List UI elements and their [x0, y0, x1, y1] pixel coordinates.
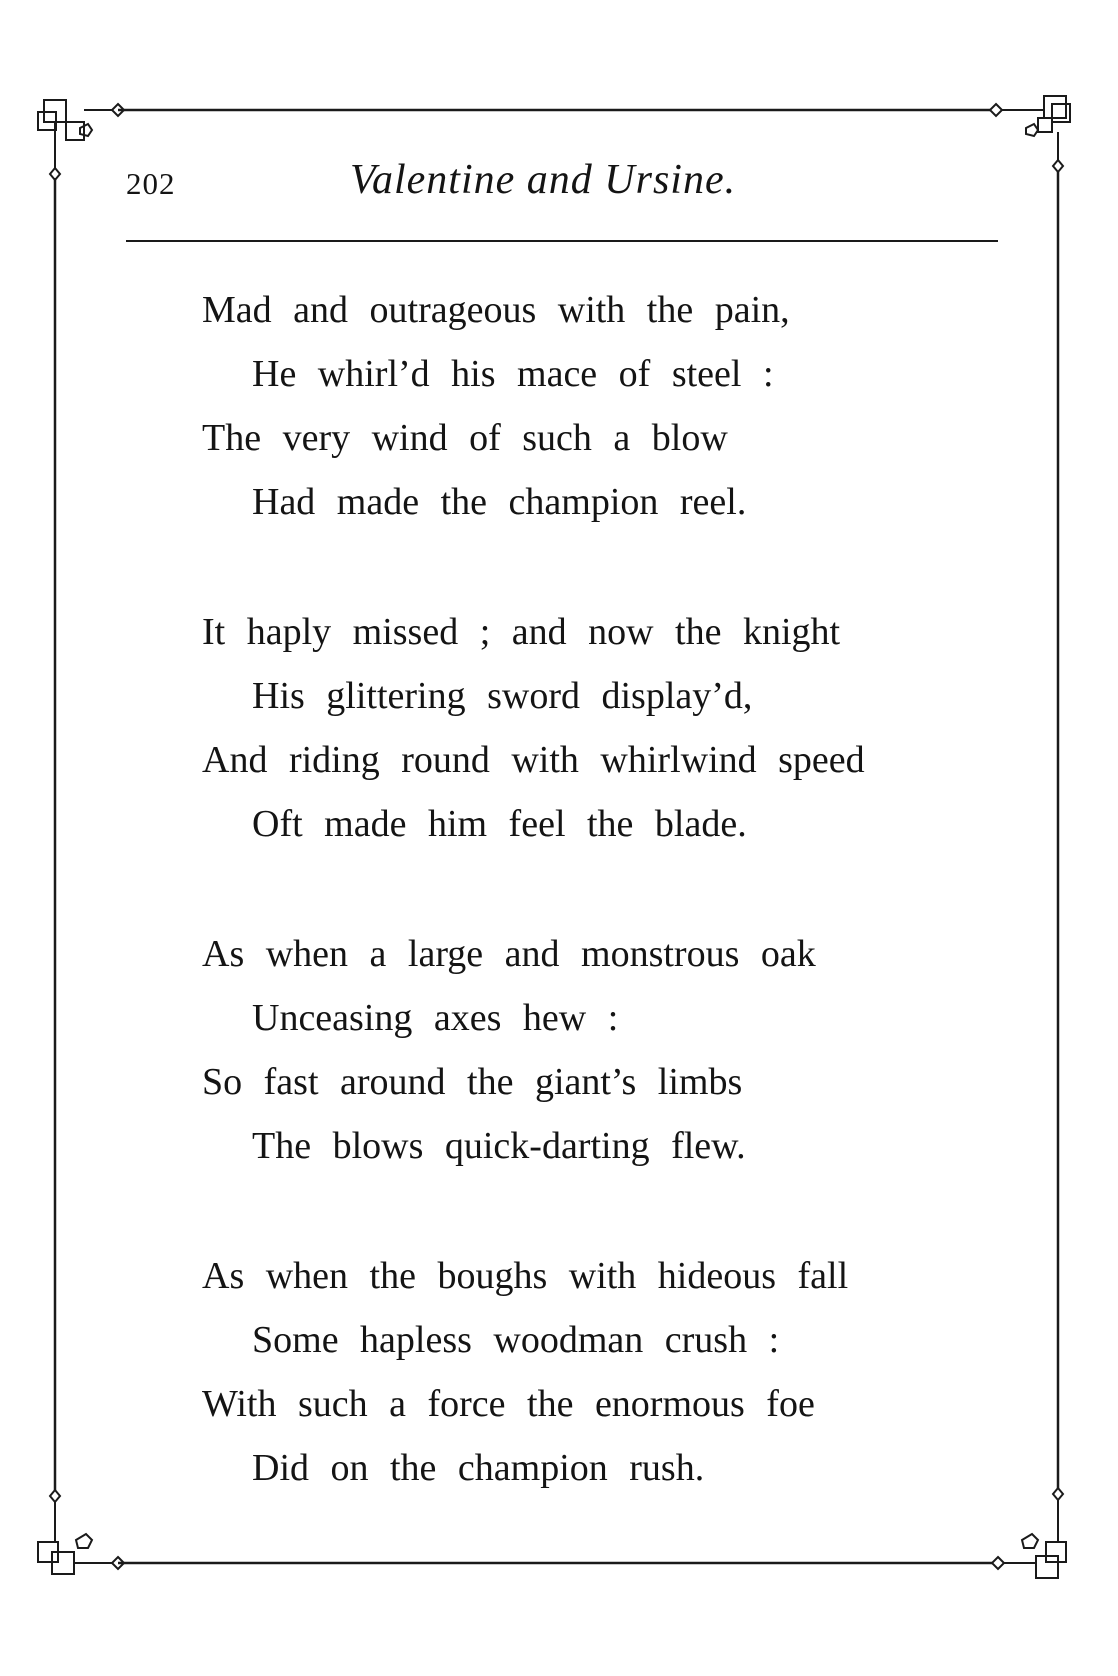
- poem-line: And riding round with whirlwind speed: [202, 739, 865, 781]
- poem-line: Mad and outrageous with the pain,: [202, 289, 790, 331]
- poem-line: As when the boughs with hideous fall: [202, 1255, 849, 1297]
- poem: [202, 278, 982, 1500]
- poem-line: Did on the champion rush.: [252, 1447, 705, 1489]
- stanza-4: [202, 1244, 982, 1500]
- poem-line: His glittering sword display’d,: [252, 675, 753, 717]
- stanza-1: [202, 278, 982, 534]
- poem-line: Unceasing axes hew :: [252, 997, 619, 1039]
- corner-ornament-bottom-left: [38, 1490, 124, 1574]
- poem-line: As when a large and monstrous oak: [202, 933, 816, 975]
- stanza-3: [202, 922, 982, 1178]
- corner-ornament-top-left: [38, 100, 124, 180]
- page-number: 202: [126, 166, 176, 201]
- poem-line: He whirl’d his mace of steel :: [252, 353, 774, 395]
- stanza-2: [202, 600, 982, 856]
- running-title: Valentine and Ursine.: [350, 157, 737, 203]
- poem-line: The very wind of such a blow: [202, 417, 728, 459]
- poem-line: Had made the champion reel.: [252, 481, 747, 523]
- poem-line: So fast around the giant’s limbs: [202, 1061, 743, 1103]
- poem-line: With such a force the enormous foe: [202, 1383, 815, 1425]
- poem-line: Some hapless woodman crush :: [252, 1319, 780, 1361]
- corner-ornament-top-right: [990, 96, 1070, 172]
- poem-line: It haply missed ; and now the knight: [202, 611, 841, 653]
- header-rule: [126, 240, 998, 242]
- poem-line: The blows quick-darting flew.: [252, 1125, 746, 1167]
- poem-line: Oft made him feel the blade.: [252, 803, 747, 845]
- corner-ornament-bottom-right: [992, 1488, 1066, 1578]
